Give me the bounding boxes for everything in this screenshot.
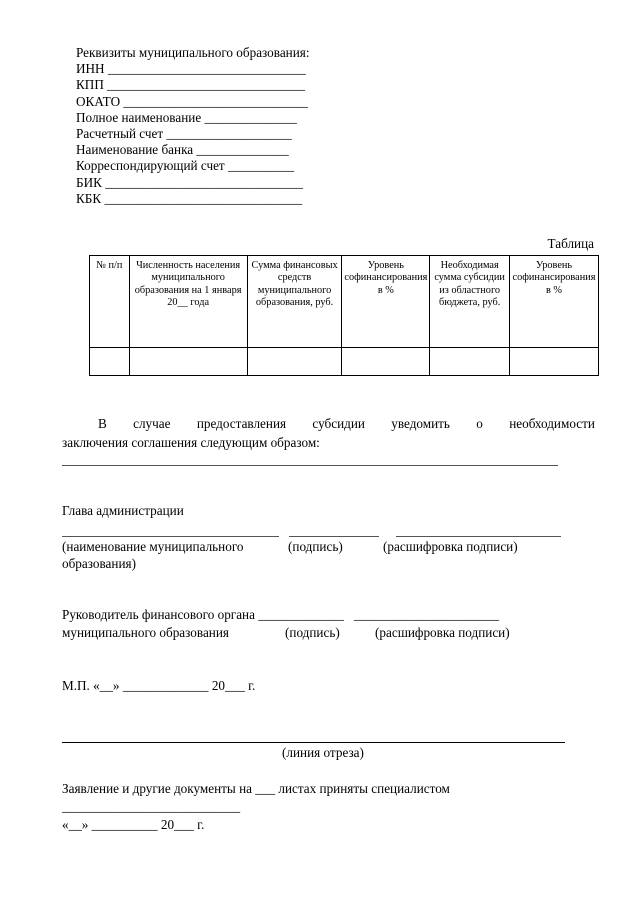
requisites-block [76, 45, 310, 207]
requisite-bik: БИК ______________________________ [76, 174, 304, 190]
head-label-name: (наименование муниципального [62, 539, 244, 554]
table-cell[interactable] [510, 348, 599, 376]
col-header-funds: Сумма финансовых средств муниципального образования, руб. [247, 256, 342, 348]
requisite-inn: ИНН ______________________________ [76, 61, 306, 77]
col-header-cofinancing-level-2: Уровень софинансирования в % [510, 256, 599, 348]
accepted-line-3: «__» __________ 20___ г. [62, 817, 205, 832]
requisites-title: Реквизиты муниципального образования: [76, 45, 310, 60]
requisite-kbk: КБК ______________________________ [76, 190, 303, 206]
col-header-population: Численность населения муниципального образования на 1 января 20__ года [129, 256, 247, 348]
head-label-decode: (расшифровка подписи) [383, 539, 518, 554]
table-cell[interactable] [129, 348, 247, 376]
finance-label-signature: (подпись) [285, 625, 340, 640]
col-header-number: № п/п [90, 256, 130, 348]
col-header-cofinancing-level: Уровень софинансирования в % [342, 256, 430, 348]
subsidy-table [89, 255, 599, 376]
table-cell[interactable] [90, 348, 130, 376]
notice-line-1: В случае предоставления субсидии уведомить о необходимости [98, 416, 595, 431]
head-name-line[interactable] [62, 536, 279, 537]
head-of-admin-title: Глава администрации [62, 503, 184, 518]
requisite-account: Расчетный счет ___________________ [76, 126, 292, 142]
finance-label-decode: (расшифровка подписи) [375, 625, 510, 640]
head-label-name-2: образования) [62, 556, 136, 571]
notice-line-2: заключения соглашения следующим образом: [62, 435, 320, 450]
col-header-subsidy-amount: Необходимая сумма субсидии из областного бюджета, руб. [430, 256, 510, 348]
notice-answer-line[interactable] [62, 465, 558, 466]
accepted-line-1: Заявление и другие документы на ___ листах приняты специалистом [62, 781, 450, 796]
notice-paragraph [62, 414, 595, 452]
head-label-signature: (подпись) [288, 539, 343, 554]
table-cell[interactable] [342, 348, 430, 376]
table-row [90, 348, 599, 376]
head-decode-line[interactable] [396, 536, 561, 537]
table-cell[interactable] [247, 348, 342, 376]
cut-line-label: (линия отреза) [282, 745, 364, 760]
table-cell[interactable] [430, 348, 510, 376]
requisite-corr-account: Корреспондирующий счет __________ [76, 158, 294, 174]
requisite-full-name: Полное наименование ______________ [76, 109, 297, 125]
accepted-line-2: ___________________________ [62, 799, 241, 814]
requisite-okato: ОКАТО ____________________________ [76, 93, 309, 109]
table-caption: Таблица [547, 236, 594, 251]
cut-line [62, 742, 565, 743]
requisite-bank-name: Наименование банка ______________ [76, 142, 289, 158]
requisite-kpp: КПП ______________________________ [76, 77, 305, 93]
stamp-date-line: М.П. «__» _____________ 20___ г. [62, 678, 256, 693]
finance-head-line: Руководитель финансового органа _____________ ______________________ [62, 607, 499, 622]
finance-label-body: муниципального образования [62, 625, 229, 640]
head-signature-line[interactable] [289, 536, 379, 537]
table-header-row [90, 256, 599, 348]
